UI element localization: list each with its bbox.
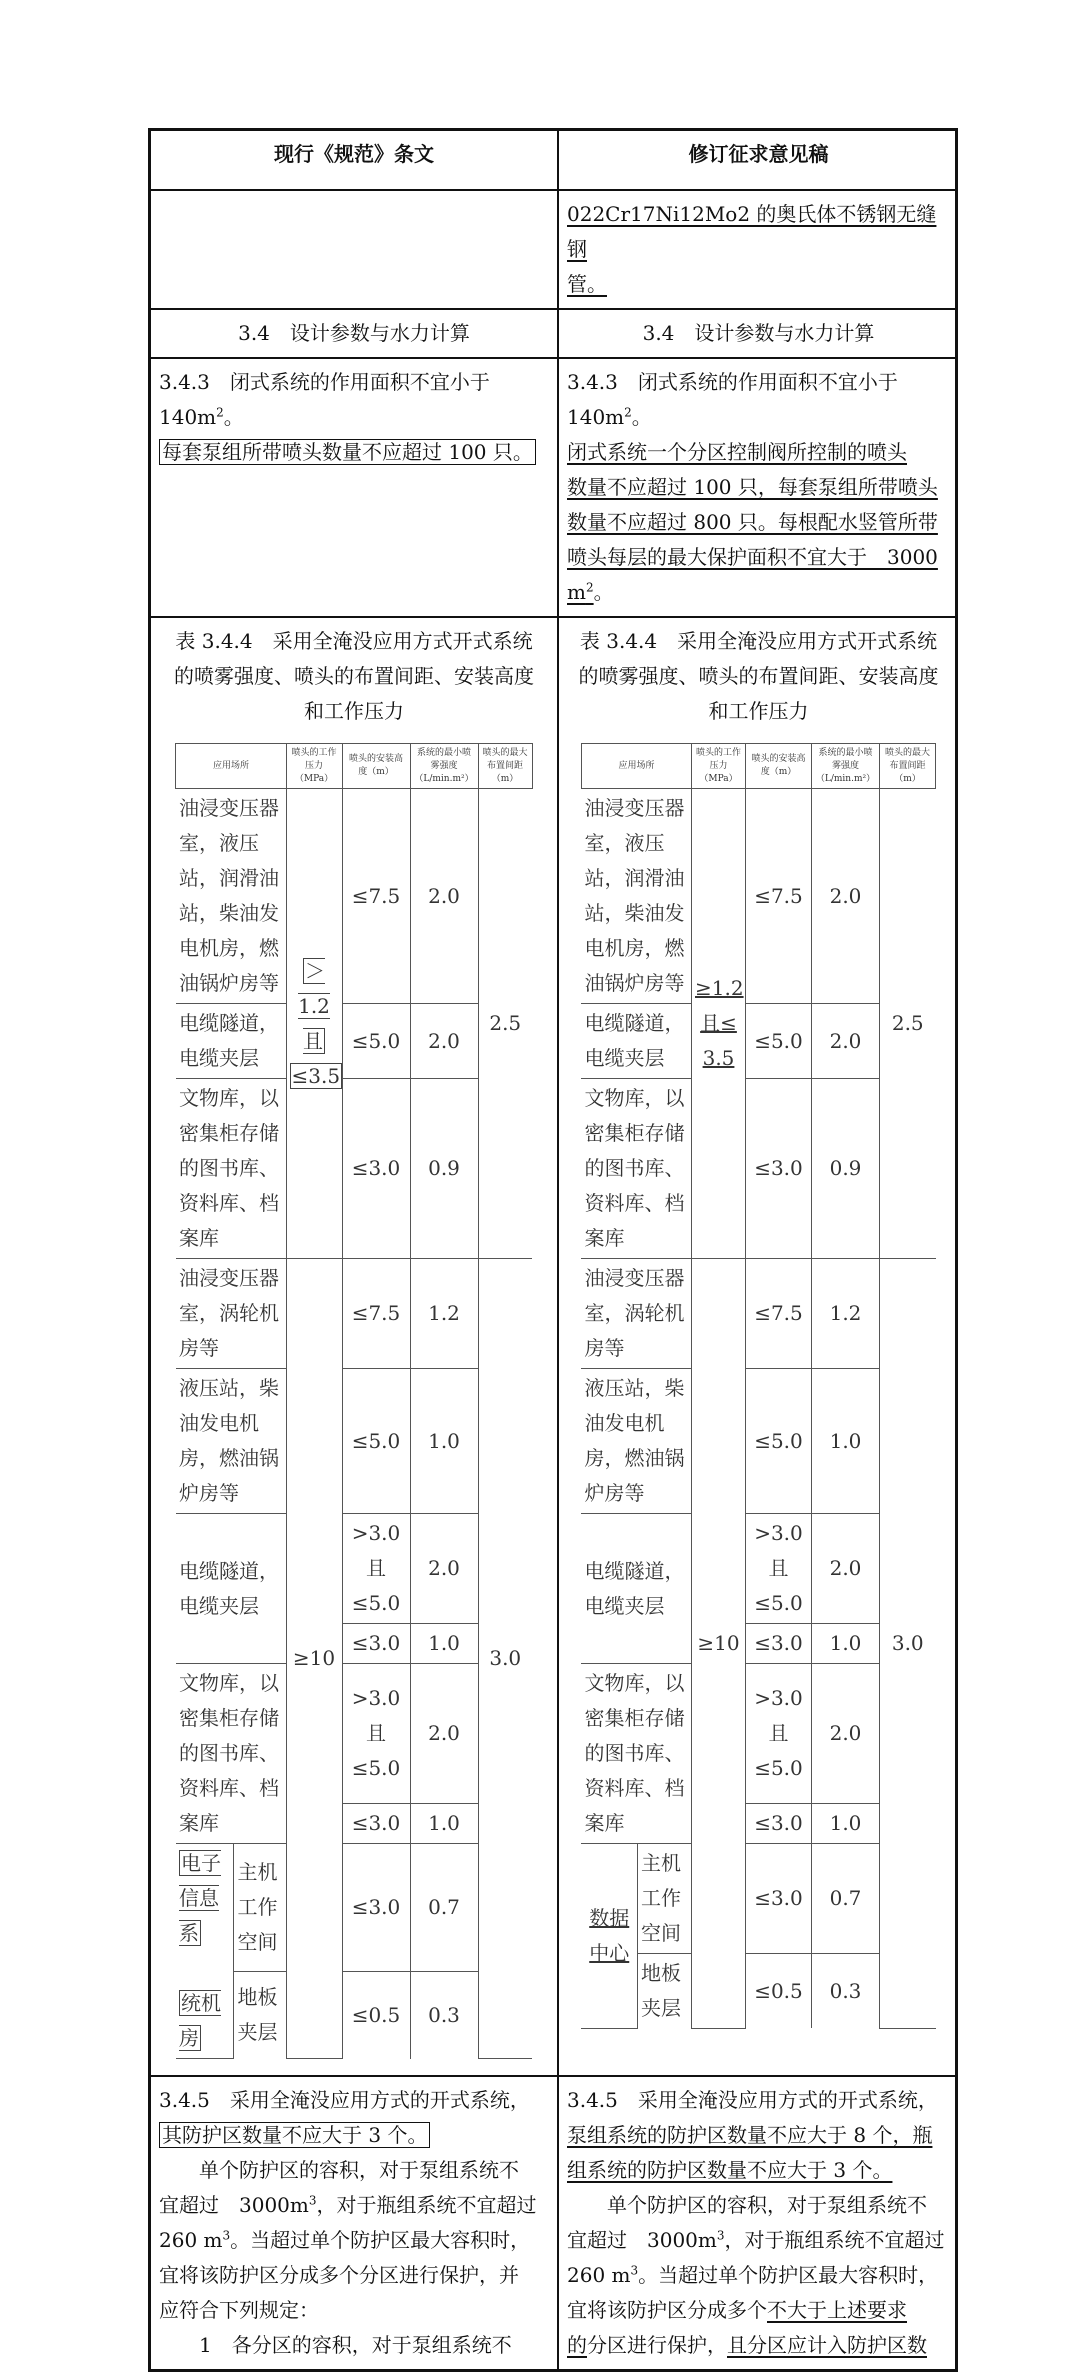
sub-row: ≤3.0 1.0 [176, 1624, 532, 1664]
clause-345-right-p2-l4: 宜将该防护区分成多个不大于上述要求 [567, 2298, 907, 2322]
clause-345-left-p2-l2: 宜超过 $3000m^3$，对于瓶组系统不宜超过 [159, 2193, 537, 2217]
table-344-left-caption-3: 和工作压力 [304, 699, 404, 723]
table-344-left [175, 743, 532, 2059]
table-344-left-caption-1: 表 3.4.4 采用全淹没应用方式开式系统 [175, 629, 533, 653]
row-table-3-4-4 [151, 617, 958, 2076]
sub-row: 液压站，柴油发电机房，燃油锅炉房等 ≤5.0 1.0 [581, 1369, 935, 1514]
clause-345-right-line1: 3.4.5 采用全淹没应用方式的开式系统， [567, 2088, 938, 2112]
clause-345-left [151, 2076, 558, 2369]
clause-345-right-p2-l1: 单个防护区的容积，对于泵组系统不 [607, 2193, 927, 2217]
row-section-3-4 [151, 309, 958, 358]
clause-343-right-ul4: 喷头每层的最大保护面积不宜大于 3000 [567, 545, 938, 569]
sub-row: 油浸变压器室，液压站，润滑油站，柴油发电机房，燃油锅炉房等 ≥1.2 且≤ 3.5 ≤7.5 2.0 2.5 [581, 789, 935, 1004]
row1-right-line1: 022Cr17Ni12Mo2 的奥氏体不锈钢无缝钢 [567, 202, 937, 261]
sub-row: 电缆隧道，电缆夹层 ≤5.0 2.0 [176, 1004, 532, 1079]
clause-343-right-ul1: 闭式系统一个分区控制阀所控制的喷头 [567, 440, 907, 464]
sub-row: 油浸变压器室，涡轮机房等 ≥10 ≤7.5 1.2 3.0 [176, 1259, 532, 1369]
row-material [151, 190, 958, 309]
clause-345-left-p2-l3: 260 $m^3$。当超过单个防护区最大容积时， [159, 2228, 531, 2252]
clause-343-left [151, 358, 558, 617]
sub-header-intensity: 系统的最小喷雾强度（L/min.m²） [410, 744, 478, 789]
sub-row: 文物库，以密集柜存储的图书库、资料库、档案库 >3.0 且≤5.0 2.0 [581, 1664, 935, 1804]
clause-345-right-p2-l3: 260 $m^3$。当超过单个防护区最大容积时， [567, 2263, 939, 2287]
clause-345-left-p2-l1: 单个防护区的容积，对于泵组系统不 [199, 2158, 519, 2182]
clause-343-left-line1: 3.4.3 闭式系统的作用面积不宜小于 [159, 370, 490, 394]
row-3-4-5 [151, 2076, 958, 2369]
main-table [151, 131, 958, 2369]
sub-place-datacenter: 数据中心 [581, 1844, 637, 2029]
clause-343-right-ul5: $m^2$。 [567, 580, 614, 604]
sub-pressure-1-right: ≥1.2 且≤ 3.5 [692, 789, 746, 1259]
sub-spacing-1: 2.5 [478, 789, 532, 1259]
table-344-right-caption-2: 的喷雾强度、喷头的布置间距、安装高度 [578, 664, 939, 688]
sub-header-pressure: 喷头的工作压力（MPa） [286, 744, 342, 789]
sub-header-row: 应用场所 喷头的工作压力（MPa） 喷头的安装高度（m） 系统的最小喷雾强度（L/min.m²） 喷头的最大布置间距（m） [581, 744, 935, 789]
sub-pressure-1: ＞1.2 且 ≤3.5 [286, 789, 342, 1259]
table-344-left-cell [151, 617, 558, 2076]
table-344-right-caption-1: 表 3.4.4 采用全淹没应用方式开式系统 [579, 629, 938, 653]
clause-343-right [558, 358, 958, 617]
sub-header-height: 喷头的安装高度（m） [342, 744, 410, 789]
sub-spacing-2: 3.0 [478, 1259, 532, 2059]
clause-345-left-line1: 3.4.5 采用全淹没应用方式的开式系统， [159, 2088, 530, 2112]
clause-343-right-ul2: 数量不应超过 100 只，每套泵组所带喷头 [567, 475, 938, 499]
clause-345-right-p2-l5: 的分区进行保护，且分区应计入防护区数 [567, 2333, 927, 2357]
comparison-table [148, 128, 958, 2372]
row1-right [558, 190, 958, 309]
sub-row: 液压站，柴油发电机房，燃油锅炉房等 ≤5.0 1.0 [176, 1369, 532, 1514]
sub-row: ≤3.0 1.0 [176, 1804, 532, 1844]
clause-343-right-ul3: 数量不应超过 800 只。每根配水竖管所带 [567, 510, 938, 534]
clause-345-right-p2-l2: 宜超过 $3000m^3$，对于瓶组系统不宜超过 [567, 2228, 945, 2252]
clause-345-right [558, 2076, 958, 2369]
row-3-4-3 [151, 358, 958, 617]
sub-row: 电缆隧道，电缆夹层 >3.0 且≤5.0 2.0 [581, 1514, 935, 1624]
header-row [151, 131, 958, 190]
clause-343-right-line1: 3.4.3 闭式系统的作用面积不宜小于 [567, 370, 898, 394]
sub-row: 文物库，以密集柜存储的图书库、资料库、档案库 ≤3.0 0.9 [581, 1079, 935, 1259]
sub-place-8-left: 电子信息系 统机房 [176, 1844, 234, 2059]
header-revision-draft: 修订征求意见稿 [558, 131, 958, 190]
row1-right-line2: 管。 [567, 272, 607, 296]
sub-row: 油浸变压器室，涡轮机房等 ≥10 ≤7.5 1.2 3.0 [581, 1259, 935, 1369]
table-344-right-caption-3: 和工作压力 [708, 699, 809, 723]
table-344-right [581, 743, 936, 2029]
sub-row: ≤3.0 1.0 [581, 1624, 935, 1664]
clause-343-right-line2: $140m^2$。 [567, 405, 652, 429]
clause-345-right-ul2: 组系统的防护区数量不应大于 3 个。 [567, 2158, 893, 2182]
sub-row: 地板夹层 ≤0.5 0.3 [176, 1972, 532, 2059]
sub-header-place: 应用场所 [176, 744, 286, 789]
row1-left-empty [151, 190, 558, 309]
clause-345-left-boxed: 其防护区数量不应大于 3 个。 [159, 2122, 430, 2148]
sub-row: ≤3.0 1.0 [581, 1804, 935, 1844]
clause-345-right-ul1: 泵组系统的防护区数量不应大于 8 个，瓶 [567, 2123, 933, 2147]
sub-row: 地板夹层 ≤0.5 0.3 [581, 1954, 935, 2029]
sub-pressure-2: ≥10 [286, 1259, 342, 2059]
sub-row: 油浸变压器室，液压站，润滑油站，柴油发电机房，燃油锅炉房等 ＞1.2 且 ≤3.5 ≤7.5 2.0 2.5 [176, 789, 532, 1004]
clause-345-left-p2-l5: 应符合下列规定： [159, 2298, 319, 2322]
sub-row: 数据中心 主机工作空间 ≤3.0 0.7 [581, 1844, 935, 1954]
clause-345-left-p2-l4: 宜将该防护区分成多个分区进行保护，并 [159, 2263, 519, 2287]
sub-row: 文物库，以密集柜存储的图书库、资料库、档案库 >3.0 且≤5.0 2.0 [176, 1664, 532, 1804]
sub-header-spacing: 喷头的最大布置间距（m） [478, 744, 532, 789]
section-title-left: 3.4 设计参数与水力计算 [151, 309, 558, 358]
sub-row: 文物库，以密集柜存储的图书库、资料库、档案库 ≤3.0 0.9 [176, 1079, 532, 1259]
table-344-right-cell [558, 617, 958, 2076]
section-title-right: 3.4 设计参数与水力计算 [558, 309, 958, 358]
header-current-clause: 现行《规范》条文 [151, 131, 558, 190]
sub-header-row [176, 744, 532, 789]
sub-row: 电子信息系 统机房 主机工作空间 ≤3.0 0.7 [176, 1844, 532, 1972]
sub-row: 电缆隧道，电缆夹层 >3.0 且≤5.0 2.0 [176, 1514, 532, 1624]
table-344-left-caption-2: 的喷雾强度、喷头的布置间距、安装高度 [174, 664, 534, 688]
clause-343-left-boxed: 每套泵组所带喷头数量不应超过 100 只。 [159, 439, 536, 465]
clause-343-left-line2: $140m^2$。 [159, 405, 244, 429]
sub-row: 电缆隧道，电缆夹层 ≤5.0 2.0 [581, 1004, 935, 1079]
clause-345-left-p3: 1 各分区的容积，对于泵组系统不 [199, 2333, 512, 2357]
